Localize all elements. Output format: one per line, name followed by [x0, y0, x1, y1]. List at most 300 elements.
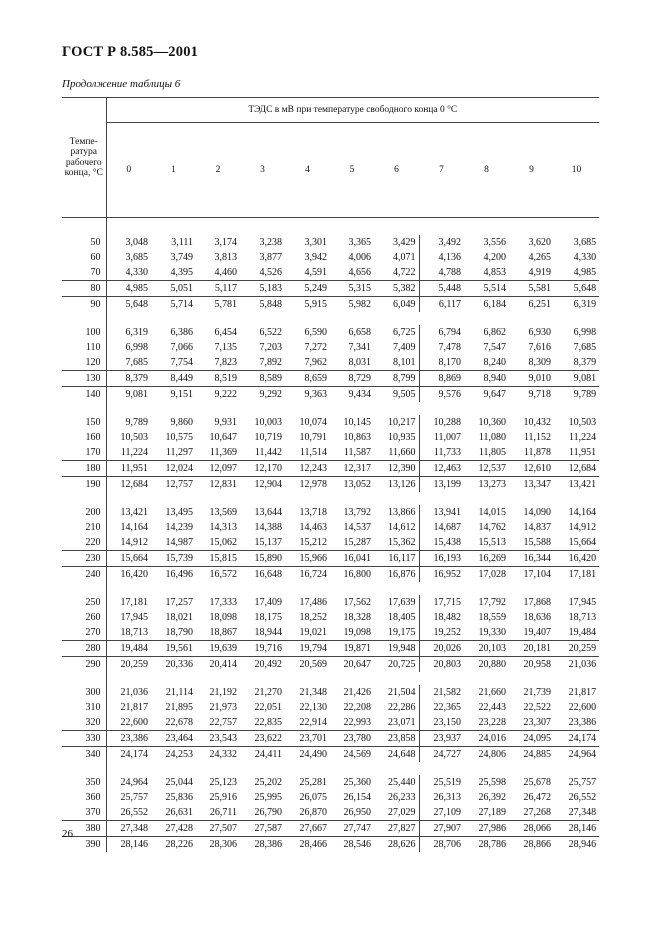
- emf-cell: 19,871: [330, 641, 374, 657]
- emf-cell: 15,062: [209, 537, 237, 548]
- emf-cell: 14,388: [254, 522, 282, 533]
- emf-cell: 5,648: [554, 281, 599, 297]
- emf-cell: 3,492: [419, 235, 464, 250]
- emf-cell: 22,600: [120, 717, 148, 728]
- emf-cell: 25,519: [419, 775, 464, 790]
- column-header-7: 7: [419, 123, 464, 218]
- emf-cell: 10,360: [478, 417, 506, 428]
- emf-cell: 18,713: [568, 612, 597, 623]
- emf-cell: 27,827: [374, 821, 419, 837]
- emf-cell: 14,912: [568, 522, 597, 533]
- emf-cell: 17,181: [120, 597, 148, 608]
- emf-cell: 23,701: [285, 731, 330, 747]
- emf-cell: 22,443: [478, 702, 506, 713]
- emf-cell: 21,426: [343, 687, 371, 698]
- emf-cell: 15,212: [299, 537, 327, 548]
- emf-cell: 28,066: [509, 821, 554, 837]
- table-body: [62, 218, 599, 853]
- emf-cell: 12,463: [419, 461, 464, 477]
- temperature-column-header: Темпе-ратура рабочего конца, °С: [62, 98, 106, 218]
- emf-cell: 8,869: [419, 371, 464, 387]
- emf-cell: 22,993: [343, 717, 371, 728]
- emf-cell: 23,622: [240, 731, 285, 747]
- emf-cell: 11,733: [419, 445, 464, 461]
- row-temperature: 340: [62, 747, 106, 763]
- row-temperature: 270: [62, 625, 106, 641]
- emf-cell: 26,313: [419, 790, 464, 805]
- emf-cell: 16,496: [151, 567, 196, 583]
- emf-cell: 9,931: [214, 417, 237, 428]
- emf-cell: 17,945: [120, 612, 148, 623]
- emf-cell: 12,684: [554, 461, 599, 477]
- emf-cell: 11,951: [106, 461, 151, 477]
- table-row: [62, 430, 599, 445]
- emf-cell: 26,392: [478, 792, 506, 803]
- emf-cell: 11,007: [419, 430, 464, 445]
- row-temperature: 370: [62, 805, 106, 821]
- emf-cell: 26,790: [254, 807, 282, 818]
- emf-cell: 6,998: [125, 342, 148, 353]
- emf-cell: 22,678: [165, 717, 193, 728]
- emf-cell: 15,966: [285, 551, 330, 567]
- emf-cell: 20,259: [106, 657, 151, 673]
- emf-cell: 9,718: [509, 387, 554, 403]
- emf-cell: 7,203: [259, 342, 282, 353]
- emf-cell: 8,659: [285, 371, 330, 387]
- emf-cell: 9,081: [106, 387, 151, 403]
- emf-cell: 7,409: [393, 342, 416, 353]
- emf-cell: 3,174: [214, 237, 237, 248]
- emf-cell: 15,664: [568, 537, 597, 548]
- emf-cell: 23,307: [523, 717, 551, 728]
- emf-cell: 8,940: [464, 371, 509, 387]
- emf-cell: 4,200: [483, 252, 506, 263]
- emf-cell: 24,964: [120, 777, 148, 788]
- emf-cell: 22,757: [209, 717, 237, 728]
- emf-cell: 9,222: [196, 387, 240, 403]
- table-row: [62, 747, 599, 763]
- emf-cell: 14,463: [299, 522, 327, 533]
- emf-cell: 6,319: [554, 297, 599, 313]
- table-row: [62, 641, 599, 657]
- emf-cell: 11,951: [568, 447, 597, 458]
- emf-cell: 8,170: [419, 355, 464, 371]
- table-row: [62, 700, 599, 715]
- emf-cell: 14,090: [523, 507, 551, 518]
- emf-cell: 19,639: [196, 641, 240, 657]
- emf-cell: 6,862: [483, 327, 506, 338]
- emf-cell: 23,386: [106, 731, 151, 747]
- emf-cell: 25,360: [343, 777, 371, 788]
- row-temperature: 120: [62, 355, 106, 371]
- emf-cell: 20,259: [554, 641, 599, 657]
- emf-cell: 14,987: [165, 537, 193, 548]
- table-row: [62, 250, 599, 265]
- emf-cell: 9,081: [554, 371, 599, 387]
- table-row: [62, 805, 599, 821]
- emf-cell: 21,504: [388, 687, 416, 698]
- row-temperature: 280: [62, 641, 106, 657]
- emf-cell: 5,514: [464, 281, 509, 297]
- column-header-9: 9: [509, 123, 554, 218]
- emf-cell: 23,858: [374, 731, 419, 747]
- emf-cell: 24,648: [374, 747, 419, 763]
- emf-cell: 3,685: [573, 237, 597, 248]
- emf-cell: 21,036: [120, 687, 148, 698]
- emf-cell: 16,952: [419, 567, 464, 583]
- emf-cell: 5,117: [196, 281, 240, 297]
- emf-cell: 11,224: [120, 447, 148, 458]
- emf-cell: 6,590: [304, 327, 327, 338]
- emf-cell: 7,892: [259, 357, 282, 368]
- emf-cell: 18,559: [478, 612, 506, 623]
- emf-cell: 25,202: [254, 777, 282, 788]
- emf-cell: 12,537: [464, 461, 509, 477]
- row-temperature: 150: [62, 415, 106, 430]
- emf-cell: 4,591: [304, 267, 327, 278]
- row-temperature: 310: [62, 700, 106, 715]
- emf-cell: 23,543: [196, 731, 240, 747]
- emf-cell: 25,044: [165, 777, 193, 788]
- emf-cell: 20,181: [509, 641, 554, 657]
- emf-cell: 25,281: [299, 777, 327, 788]
- emf-cell: 8,589: [240, 371, 285, 387]
- emf-cell: 15,588: [523, 537, 551, 548]
- emf-cell: 11,587: [343, 447, 371, 458]
- emf-cell: 17,028: [464, 567, 509, 583]
- emf-cell: 16,117: [374, 551, 419, 567]
- emf-cell: 19,484: [568, 627, 597, 638]
- emf-cell: 27,268: [523, 807, 551, 818]
- emf-cell: 13,792: [343, 507, 371, 518]
- row-temperature: 130: [62, 371, 106, 387]
- table-row: [62, 505, 599, 520]
- emf-cell: 13,569: [209, 507, 237, 518]
- emf-cell: 27,348: [106, 821, 151, 837]
- emf-cell: 10,432: [523, 417, 551, 428]
- emf-cell: 16,420: [554, 551, 599, 567]
- emf-cell: 21,582: [419, 685, 464, 700]
- emf-cell: 4,006: [348, 252, 371, 263]
- emf-cell: 4,071: [393, 252, 416, 263]
- emf-cell: 21,270: [254, 687, 282, 698]
- emf-cell: 9,647: [464, 387, 509, 403]
- group-spacer: [62, 672, 599, 685]
- emf-cell: 16,269: [464, 551, 509, 567]
- emf-cell: 10,217: [388, 417, 416, 428]
- emf-cell: 19,407: [523, 627, 551, 638]
- emf-cell: 12,904: [240, 477, 285, 493]
- emf-cell: 10,647: [209, 432, 237, 443]
- table-row: [62, 837, 599, 853]
- emf-cell: 18,482: [419, 610, 464, 625]
- emf-cell: 3,685: [125, 252, 148, 263]
- row-temperature: 220: [62, 535, 106, 551]
- emf-cell: 10,503: [120, 432, 148, 443]
- emf-cell: 14,612: [388, 522, 416, 533]
- emf-cell: 25,440: [388, 777, 416, 788]
- row-temperature: 190: [62, 477, 106, 493]
- row-temperature: 230: [62, 551, 106, 567]
- emf-cell: 28,466: [285, 837, 330, 853]
- emf-cell: 27,986: [464, 821, 509, 837]
- emf-cell: 19,484: [106, 641, 151, 657]
- table-row: [62, 325, 599, 340]
- emf-cell: 22,914: [299, 717, 327, 728]
- emf-cell: 4,985: [573, 267, 597, 278]
- emf-cell: 28,626: [374, 837, 419, 853]
- emf-cell: 27,029: [388, 807, 416, 818]
- emf-cell: 10,935: [388, 432, 416, 443]
- emf-cell: 21,114: [165, 687, 193, 698]
- table-caption: Продолжение таблицы 6: [62, 78, 181, 90]
- emf-cell: 5,051: [151, 281, 196, 297]
- emf-cell: 22,130: [299, 702, 327, 713]
- emf-cell: 21,895: [165, 702, 193, 713]
- emf-cell: 4,985: [106, 281, 151, 297]
- emf-cell: 28,146: [106, 837, 151, 853]
- emf-cell: 12,978: [285, 477, 330, 493]
- table-row: [62, 657, 599, 673]
- table-row: [62, 235, 599, 250]
- emf-cell: 4,722: [393, 267, 416, 278]
- emf-cell: 15,287: [343, 537, 371, 548]
- emf-cell: 17,257: [165, 597, 193, 608]
- emf-cell: 12,317: [330, 461, 374, 477]
- emf-group-header: ТЭДС в мВ при температуре свободного конца 0 °С: [106, 98, 599, 123]
- row-temperature: 390: [62, 837, 106, 853]
- emf-cell: 22,051: [254, 702, 282, 713]
- emf-cell: 19,330: [478, 627, 506, 638]
- emf-cell: 16,876: [374, 567, 419, 583]
- table-row: [62, 567, 599, 583]
- emf-cell: 8,729: [330, 371, 374, 387]
- emf-cell: 27,667: [285, 821, 330, 837]
- emf-cell: 18,098: [209, 612, 237, 623]
- emf-cell: 13,495: [165, 507, 193, 518]
- column-header-1: 1: [151, 123, 196, 218]
- table-row: [62, 520, 599, 535]
- emf-cell: 13,347: [509, 477, 554, 493]
- emf-cell: 6,319: [125, 327, 148, 338]
- emf-cell: 21,348: [299, 687, 327, 698]
- emf-cell: 17,715: [419, 595, 464, 610]
- column-header-0: 0: [106, 123, 151, 218]
- emf-cell: 11,878: [523, 447, 551, 458]
- emf-cell: 20,414: [196, 657, 240, 673]
- emf-cell: 17,181: [554, 567, 599, 583]
- emf-cell: 18,328: [343, 612, 371, 623]
- emf-cell: 21,739: [523, 687, 551, 698]
- emf-cell: 20,103: [464, 641, 509, 657]
- table-row: [62, 821, 599, 837]
- emf-cell: 8,101: [393, 357, 416, 368]
- emf-cell: 27,587: [240, 821, 285, 837]
- emf-cell: 6,658: [348, 327, 371, 338]
- emf-cell: 12,170: [240, 461, 285, 477]
- emf-cell: 15,438: [419, 535, 464, 551]
- emf-cell: 28,226: [151, 837, 196, 853]
- row-temperature: 180: [62, 461, 106, 477]
- emf-cell: 7,823: [214, 357, 237, 368]
- table-row: [62, 595, 599, 610]
- emf-cell: 15,664: [106, 551, 151, 567]
- emf-cell: 5,581: [509, 281, 554, 297]
- emf-cell: 13,866: [388, 507, 416, 518]
- emf-cell: 20,492: [240, 657, 285, 673]
- row-temperature: 300: [62, 685, 106, 700]
- emf-cell: 20,336: [151, 657, 196, 673]
- emf-cell: 10,719: [254, 432, 282, 443]
- emf-cell: 12,024: [151, 461, 196, 477]
- emf-cell: 4,265: [528, 252, 551, 263]
- emf-cell: 16,572: [196, 567, 240, 583]
- emf-cell: 24,253: [151, 747, 196, 763]
- table-row: [62, 265, 599, 281]
- emf-cell: 20,958: [509, 657, 554, 673]
- emf-cell: 19,716: [240, 641, 285, 657]
- emf-cell: 3,238: [259, 237, 282, 248]
- emf-cell: 11,152: [523, 432, 551, 443]
- emf-cell: 3,620: [528, 237, 551, 248]
- emf-cell: 8,031: [348, 357, 371, 368]
- row-temperature: 350: [62, 775, 106, 790]
- emf-cell: 26,711: [209, 807, 237, 818]
- emf-cell: 26,631: [165, 807, 193, 818]
- table-row: [62, 685, 599, 700]
- emf-cell: 4,330: [125, 267, 148, 278]
- emf-cell: 19,252: [419, 625, 464, 641]
- emf-cell: 25,598: [478, 777, 506, 788]
- emf-cell: 5,714: [151, 297, 196, 313]
- emf-cell: 4,526: [259, 267, 282, 278]
- row-temperature: 100: [62, 325, 106, 340]
- emf-cell: 5,982: [330, 297, 374, 313]
- emf-cell: 14,837: [523, 522, 551, 533]
- emf-cell: 4,136: [419, 250, 464, 265]
- emf-cell: 7,478: [419, 340, 464, 355]
- row-temperature: 290: [62, 657, 106, 673]
- table-row: [62, 371, 599, 387]
- row-temperature: 80: [62, 281, 106, 297]
- emf-cell: 18,405: [388, 612, 416, 623]
- emf-cell: 24,885: [509, 747, 554, 763]
- emf-cell: 28,786: [464, 837, 509, 853]
- emf-cell: 6,386: [170, 327, 193, 338]
- emf-cell: 18,252: [299, 612, 327, 623]
- emf-cell: 23,150: [419, 715, 464, 731]
- emf-cell: 9,292: [240, 387, 285, 403]
- table-row: [62, 340, 599, 355]
- emf-cell: 6,184: [464, 297, 509, 313]
- row-temperature: 250: [62, 595, 106, 610]
- emf-cell: 4,330: [573, 252, 597, 263]
- emf-cell: 23,386: [568, 717, 597, 728]
- document-title: ГОСТ Р 8.585—2001: [62, 44, 199, 60]
- emf-cell: 9,151: [151, 387, 196, 403]
- emf-cell: 17,409: [254, 597, 282, 608]
- emf-cell: 4,919: [528, 267, 551, 278]
- row-temperature: 160: [62, 430, 106, 445]
- emf-cell: 12,390: [374, 461, 419, 477]
- emf-cell: 15,890: [240, 551, 285, 567]
- emf-cell: 22,365: [419, 700, 464, 715]
- emf-cell: 28,546: [330, 837, 374, 853]
- emf-cell: 6,454: [214, 327, 237, 338]
- emf-cell: 18,021: [165, 612, 193, 623]
- emf-cell: 3,556: [483, 237, 506, 248]
- emf-cell: 23,780: [330, 731, 374, 747]
- emf-cell: 27,907: [419, 821, 464, 837]
- emf-cell: 20,026: [419, 641, 464, 657]
- emf-cell: 16,344: [509, 551, 554, 567]
- emf-cell: 25,995: [254, 792, 282, 803]
- emf-cell: 27,507: [196, 821, 240, 837]
- emf-cell: 18,867: [209, 627, 237, 638]
- emf-cell: 21,036: [554, 657, 599, 673]
- emf-cell: 17,104: [509, 567, 554, 583]
- group-spacer: [62, 218, 599, 236]
- emf-cell: 14,164: [120, 522, 148, 533]
- emf-cell: 15,137: [254, 537, 282, 548]
- table-row: [62, 445, 599, 461]
- emf-cell: 10,288: [419, 415, 464, 430]
- row-temperature: 70: [62, 265, 106, 281]
- emf-cell: 26,472: [523, 792, 551, 803]
- column-header-10: 10: [554, 123, 599, 218]
- emf-cell: 13,126: [374, 477, 419, 493]
- emf-cell: 16,800: [330, 567, 374, 583]
- emf-cell: 20,803: [419, 657, 464, 673]
- emf-cell: 20,725: [374, 657, 419, 673]
- emf-cell: 24,174: [554, 731, 599, 747]
- table-row: [62, 731, 599, 747]
- emf-cell: 19,561: [151, 641, 196, 657]
- emf-cell: 7,066: [170, 342, 193, 353]
- emf-cell: 28,946: [554, 837, 599, 853]
- emf-cell: 14,912: [120, 537, 148, 548]
- emf-cell: 16,041: [330, 551, 374, 567]
- emf-cell: 6,725: [393, 327, 416, 338]
- emf-cell: 15,815: [196, 551, 240, 567]
- emf-cell: 5,448: [419, 281, 464, 297]
- emf-cell: 7,685: [573, 342, 597, 353]
- emf-cell: 6,998: [573, 327, 597, 338]
- emf-cell: 6,930: [528, 327, 551, 338]
- row-temperature: 240: [62, 567, 106, 583]
- emf-cell: 17,486: [299, 597, 327, 608]
- emf-cell: 13,644: [254, 507, 282, 518]
- emf-cell: 8,379: [573, 357, 597, 368]
- emf-cell: 23,464: [151, 731, 196, 747]
- emf-cell: 10,503: [568, 417, 597, 428]
- row-temperature: 110: [62, 340, 106, 355]
- group-spacer: [62, 762, 599, 775]
- emf-cell: 19,098: [343, 627, 371, 638]
- emf-cell: 6,794: [419, 325, 464, 340]
- emf-cell: 24,569: [330, 747, 374, 763]
- emf-cell: 27,348: [568, 807, 597, 818]
- emf-cell: 9,576: [419, 387, 464, 403]
- emf-cell: 12,610: [509, 461, 554, 477]
- emf-cell: 12,684: [106, 477, 151, 493]
- emf-cell: 22,208: [343, 702, 371, 713]
- emf-cell: 14,015: [478, 507, 506, 518]
- emf-cell: 23,228: [478, 717, 506, 728]
- emf-cell: 10,863: [343, 432, 371, 443]
- emf-cell: 13,718: [299, 507, 327, 518]
- column-header-2: 2: [196, 123, 240, 218]
